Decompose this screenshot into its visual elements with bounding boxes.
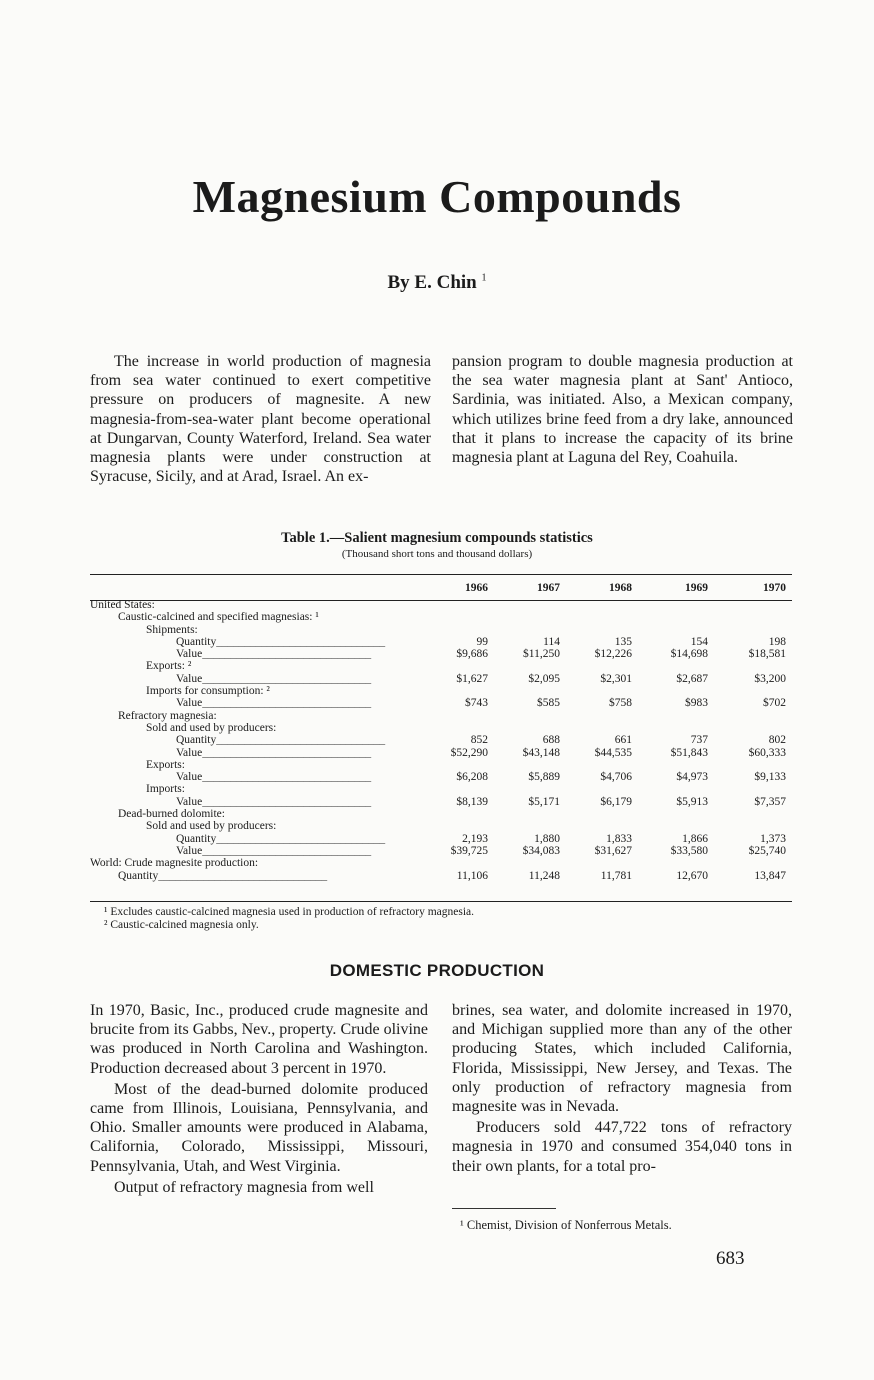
table-title: Table 1.—Salient magnesium compounds statistics: [281, 530, 593, 546]
table-cell: [432, 624, 494, 636]
table-cell: $5,171: [528, 795, 560, 808]
table-row: [90, 796, 792, 808]
table-cell: $7,357: [754, 795, 786, 808]
table-cell: 154: [690, 635, 708, 648]
table-cell: $983: [685, 697, 708, 710]
table-cell: [566, 685, 638, 697]
row-label: Value: [176, 746, 203, 759]
row-label: Caustic-calcined and specified magnesias: ¹: [118, 611, 319, 624]
row-label: Quantity: [176, 832, 217, 845]
table-cell: [714, 660, 792, 672]
leader-dots: [158, 870, 325, 882]
table-row: [90, 611, 792, 623]
table-cell: [494, 808, 566, 820]
leader-dots: [202, 648, 369, 660]
table-cell: [494, 857, 566, 869]
table-cell: $5,889: [528, 771, 560, 784]
table-cell: $39,725: [450, 844, 488, 857]
table-cell: [714, 722, 792, 734]
table-cell: $31,627: [594, 844, 632, 857]
table-cell: [494, 599, 566, 611]
author-footnote-mark: 1: [481, 272, 487, 284]
table-cell: 1,833: [606, 832, 632, 845]
table-cell: $2,301: [600, 672, 632, 685]
author-byline: [0, 272, 874, 294]
table-cell: 114: [543, 635, 560, 648]
leader-dots: [202, 747, 369, 759]
table-cell: [566, 624, 638, 636]
row-label: Quantity: [176, 635, 217, 648]
table-cell: $33,580: [670, 844, 708, 857]
table-cell: [494, 820, 566, 832]
body-left-column: [90, 1001, 428, 1197]
table-cell: [638, 611, 714, 623]
table-cell: $5,913: [676, 795, 708, 808]
table-cell: 661: [614, 734, 632, 747]
table-cell: $51,843: [670, 746, 708, 759]
table-cell: 2,193: [462, 832, 488, 845]
table-cell: 198: [768, 635, 786, 648]
table-cell: [714, 759, 792, 771]
leader-dots: [202, 796, 369, 808]
table-cell: $11,250: [523, 648, 560, 661]
table-cell: $34,083: [522, 844, 560, 857]
intro-paragraph-right: pansion program to double magnesia production at the sea water magnesia plant at Sant' Antioco, Sardinia, was initiated. Also, a Mexican company, which utilizes brine feed from a dry lake, announced that it plans to increase the capacity of its brine magnesia plant at Laguna del Rey, Coahuila.: [452, 353, 793, 467]
table-cell: [432, 685, 494, 697]
table-row: [90, 747, 792, 759]
table-cell: [432, 599, 494, 611]
table-cell: [638, 857, 714, 869]
table-cell: $8,139: [456, 795, 488, 808]
table-cell: 12,670: [676, 869, 708, 882]
table-caption: [0, 530, 874, 560]
row-label: Value: [176, 771, 203, 784]
table-cell: [566, 710, 638, 722]
table-cell: $743: [465, 697, 488, 710]
table-cell: 13,847: [754, 869, 786, 882]
table-cell: [638, 808, 714, 820]
table-row: [90, 673, 792, 685]
row-label: Value: [176, 672, 203, 685]
table-cell: [714, 710, 792, 722]
table-cell: 1,373: [760, 832, 786, 845]
table-cell: $4,973: [676, 771, 708, 784]
table-cell: 11,781: [600, 869, 632, 882]
table-cell: [566, 660, 638, 672]
table-cell: 688: [542, 734, 560, 747]
table-row: [90, 759, 792, 771]
footnote-rule: [452, 1208, 556, 1209]
table-row: [90, 771, 792, 783]
table-cell: $6,208: [456, 771, 488, 784]
table-cell: [638, 599, 714, 611]
table-cell: $14,698: [670, 648, 708, 661]
body-paragraph: Most of the dead-burned dolomite produced came from Illinois, Louisiana, Pennsylvania, and Ohio. Smaller amounts were produced in Alabama, California, Colorado, Mississippi, Missouri, Pennsylvania, Utah, and West Virginia.: [90, 1080, 428, 1175]
table-cell: [494, 710, 566, 722]
table-cell: [714, 808, 792, 820]
author-footnote: ¹ Chemist, Division of Nonferrous Metals.: [460, 1218, 672, 1232]
row-label: Sold and used by producers:: [146, 721, 277, 734]
table-row: [90, 845, 792, 857]
table-top-rule: [90, 574, 792, 575]
table-cell: [494, 722, 566, 734]
table-cell: [494, 759, 566, 771]
table-cell: [432, 808, 494, 820]
table-cell: [638, 710, 714, 722]
table-row: [90, 722, 792, 734]
table-row: [90, 808, 792, 820]
table-cell: [566, 722, 638, 734]
table-cell: [566, 808, 638, 820]
row-label: World: Crude magnesite production:: [90, 857, 259, 870]
table-cell: $52,290: [450, 746, 488, 759]
table-row: [90, 648, 792, 660]
page-number: 683: [716, 1248, 745, 1269]
table-cell: $1,627: [456, 672, 488, 685]
row-label: Dead-burned dolomite:: [118, 808, 225, 821]
table-cell: [432, 710, 494, 722]
row-label: Shipments:: [146, 623, 198, 636]
table-cell: [566, 820, 638, 832]
table-cell: 11,248: [528, 869, 560, 882]
body-paragraph: In 1970, Basic, Inc., produced crude magnesite and brucite from its Gabbs, Nev., property. Crude olivine was produced in North Carolina and Washington. Production decreased about 3 percent in 1970.: [90, 1002, 428, 1077]
year-header: 1970: [763, 582, 786, 594]
table-cell: $43,148: [522, 746, 560, 759]
page-title: Magnesium Compounds: [192, 171, 682, 222]
row-label: Sold and used by producers:: [146, 820, 277, 833]
table-cell: [494, 783, 566, 795]
table-cell: [714, 820, 792, 832]
row-label: Exports: ²: [146, 660, 192, 673]
table-cell: $9,133: [754, 771, 786, 784]
table-cell: [432, 857, 494, 869]
table-cell: [566, 783, 638, 795]
leader-dots: [202, 673, 369, 685]
table-cell: $44,535: [594, 746, 632, 759]
table-cell: [432, 759, 494, 771]
table-cell: [494, 624, 566, 636]
leader-dots: [202, 845, 369, 857]
table-cell: [494, 660, 566, 672]
table-cell: [432, 722, 494, 734]
intro-right-column: [452, 352, 793, 467]
table-row: [90, 833, 792, 845]
table-cell: [432, 660, 494, 672]
table-footnote: ¹ Excludes caustic-calcined magnesia used in production of refractory magnesia.: [104, 906, 475, 918]
table-cell: $2,687: [676, 672, 708, 685]
table-cell: 1,866: [682, 832, 708, 845]
table-cell: [566, 599, 638, 611]
leader-dots: [202, 697, 369, 709]
intro-left-column: [90, 352, 431, 486]
table-cell: [638, 722, 714, 734]
table-footnotes: [104, 906, 474, 932]
table-cell: [566, 759, 638, 771]
body-right-column: [452, 1001, 792, 1176]
table-row: [90, 783, 792, 795]
table-cell: $758: [609, 697, 632, 710]
table-row: [90, 624, 792, 636]
table-cell: $2,095: [528, 672, 560, 685]
table-bottom-rule: [90, 901, 792, 902]
table-row: [90, 697, 792, 709]
table-cell: [638, 660, 714, 672]
table-cell: [494, 611, 566, 623]
table-cell: [494, 685, 566, 697]
table-cell: 99: [476, 635, 488, 648]
table-row: [90, 685, 792, 697]
table-row: [90, 820, 792, 832]
table-body: [90, 599, 792, 882]
body-paragraph: Producers sold 447,722 tons of refractory magnesia in 1970 and consumed 354,040 tons in their own plants, for a total pro-: [452, 1119, 792, 1175]
table-cell: 802: [768, 734, 786, 747]
year-header: 1968: [609, 582, 632, 594]
table-cell: $702: [763, 697, 786, 710]
table-row: [90, 710, 792, 722]
row-label: Quantity: [176, 734, 217, 747]
table-row: [90, 857, 792, 869]
table-cell: 1,880: [534, 832, 560, 845]
table-cell: 737: [690, 734, 708, 747]
table-cell: $12,226: [594, 648, 632, 661]
table-cell: [714, 599, 792, 611]
table-cell: [638, 759, 714, 771]
row-label: Value: [176, 844, 203, 857]
row-label: Value: [176, 648, 203, 661]
table-cell: [638, 820, 714, 832]
leader-dots: [216, 833, 383, 845]
table-cell: [714, 611, 792, 623]
table-cell: [432, 820, 494, 832]
table-row: [90, 660, 792, 672]
leader-dots: [216, 636, 383, 648]
table-cell: [714, 685, 792, 697]
table-cell: $60,333: [748, 746, 786, 759]
table-header-row: [90, 577, 792, 599]
author-name: By E. Chin: [387, 272, 477, 293]
table-cell: [432, 611, 494, 623]
table-row: [90, 870, 792, 882]
section-heading: DOMESTIC PRODUCTION: [329, 961, 545, 980]
table-cell: $9,686: [456, 648, 488, 661]
table-cell: $4,706: [600, 771, 632, 784]
table-cell: [566, 611, 638, 623]
body-paragraph: brines, sea water, and dolomite increased in 1970, and Michigan supplied more than any of the other producing States, which included California, Florida, Mississippi, New Jersey, and Texas. The only production of refractory magnesia from magnesite was in Nevada.: [452, 1002, 792, 1116]
year-header: 1966: [465, 582, 488, 594]
table-row: [90, 734, 792, 746]
table-cell: [432, 783, 494, 795]
table-cell: 852: [470, 734, 488, 747]
intro-paragraph-left: The increase in world production of magnesia from sea water continued to exert competitive pressure on producers of magnesite. A new magnesia-from-sea-water plant become operational at Dungarvan, County Waterford, Ireland. Sea water magnesia plants were under construction at Syracuse, Sicily, and at Arad, Israel. An ex-: [90, 353, 431, 486]
body-paragraph: Output of refractory magnesia from well: [114, 1178, 374, 1196]
row-label: Value: [176, 697, 203, 710]
table-cell: [714, 783, 792, 795]
table-cell: $25,740: [748, 844, 786, 857]
row-label: Imports for consumption: ²: [146, 685, 270, 698]
leader-dots: [202, 771, 369, 783]
table-cell: $18,581: [748, 648, 786, 661]
table-cell: [714, 624, 792, 636]
table-cell: 11,106: [456, 869, 488, 882]
statistics-table: [90, 577, 792, 882]
table-cell: [638, 783, 714, 795]
row-label: Quantity: [118, 869, 159, 882]
year-header: 1967: [537, 582, 560, 594]
table-cell: $3,200: [754, 672, 786, 685]
table-cell: [566, 857, 638, 869]
table-cell: [638, 685, 714, 697]
table-cell: [638, 624, 714, 636]
table-subtitle: (Thousand short tons and thousand dollars): [341, 548, 533, 560]
table-cell: $585: [537, 697, 560, 710]
year-header: 1969: [685, 582, 708, 594]
leader-dots: [216, 734, 383, 746]
table-row: [90, 599, 792, 611]
row-label: Exports:: [146, 758, 185, 771]
table-footnote: ² Caustic-calcined magnesia only.: [104, 919, 259, 931]
table-cell: $6,179: [600, 795, 632, 808]
row-label: Refractory magnesia:: [118, 709, 217, 722]
row-label: Value: [176, 795, 203, 808]
table-cell: 135: [614, 635, 632, 648]
table-row: [90, 636, 792, 648]
row-label: United States:: [90, 599, 155, 611]
table-cell: [714, 857, 792, 869]
row-label: Imports:: [146, 783, 185, 796]
